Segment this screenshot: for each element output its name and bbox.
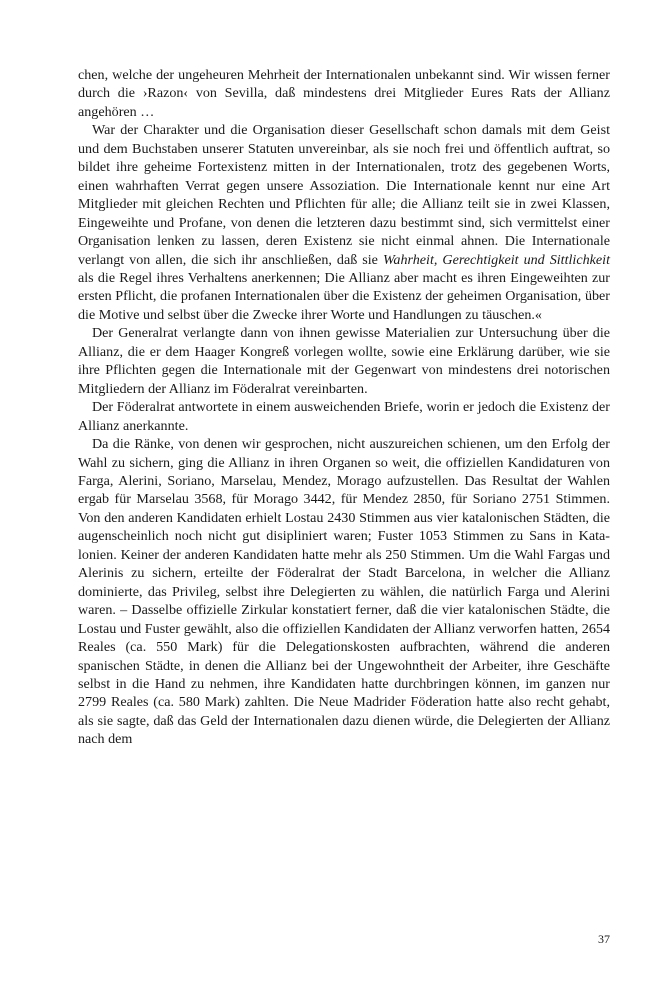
- paragraph-4: Der Föderalrat antwortete in einem ausweichenden Briefe, worin er jedoch die Existenz der Allianz anerkannte.: [78, 399, 610, 434]
- paragraph-3: Der Generalrat verlangte dann von ihnen gewisse Materialien zur Untersuchung über die Allianz, die er dem Haager Kongreß vorlegen wollte, sowie eine Erklärung darüber, wie sie ihre Pflichten gegen die Internationale mit der Gegenwart von mindestens drei notorischen Mitgliedern der Allianz im Föderalrat vereinbarten.: [78, 325, 610, 397]
- paragraph-2: [78, 121, 610, 324]
- paragraph-1: chen, welche der ungeheuren Mehrheit der Internationalen unbekannt sind. Wir wissen ferner durch die ›Razon‹ von Sevilla, daß mindestens drei Mitglieder Eures Rats der Allianz angehören …: [78, 67, 610, 120]
- paragraph-5: Da die Ränke, von denen wir gesprochen, nicht auszureichen schienen, um den Erfolg der Wahl zu sichern, ging die Allianz in ihren Organen so weit, die offiziellen Kandidaturen von Farga, Alerini, Soriano, Marselau, Mendez, Morago aufzustellen. Das Resultat der Wahlen ergab für Marselau 3568, für Morago 3442, für Mendez 2850, für Soriano 2751 Stimmen. Von den anderen Kandidaten erhielt Lostau 2430 Stimmen aus vier katalonischen Städten, die augenscheinlich noch nicht gut disipliniert waren; Fuster 1053 Stimmen zu Sans in Katalonien. Keiner der anderen Kandidaten hatte mehr als 250 Stimmen. Um die Wahl Fargas und Alerinis zu sichern, erteilte der Föderalrat der Stadt Barcelona, in welcher die Allianz dominierte, das Privileg, selbst ihre Delegierten zu wählen, die natürlich Farga und Alerini waren. – Dasselbe offizielle Zirkular konstatiert ferner, daß die vier katalonischen Städte, die Lostau und Fuster gewählt, also die offiziellen Kandidaten der Allianz verworfen hatten, 2654 Reales (ca. 550 Mark) für die Delegationskosten aufbrachten, während die anderen spanischen Städte, in denen die Allianz bei der Ungewohntheit der Arbeiter, ihre Geschäfte selbst in die Hand zu nehmen, ihre Kandidaten hatte durchbringen können, im ganzen nur 2799 Reales (ca. 580 Mark) zahlten. Die Neue Madrider Föderation hatte also recht gehabt, als sie sagte, daß das Geld der Internationalen dazu dienen würde, die Delegierten der Allianz nach dem: [78, 436, 610, 748]
- paragraph-2-text-b: als die Regel ihres Verhaltens anerkennen; Die Allianz aber macht es ihren Eingeweihten zur ersten Pflicht, die profanen Internationalen über die Existenz der geheimen Organisation, über die Motive und selbst über die Zwecke ihrer Worte und Handlungen zu täuschen.«: [78, 269, 610, 323]
- page-body: [78, 66, 610, 749]
- paragraph-2-text-a: War der Charakter und die Organisation dieser Gesellschaft schon damals mit dem Geist und dem Buchstaben unserer Statuten unvereinbar, als sie noch frei und öffentlich auftrat, so bildet ihre geheime Fortexistenz mitten in der Internationalen, trotz des gegebenen Worts, einen wahrhaften Verrat gegen unsere Assoziation. Die Internationale kennt nur eine Art Mitglieder mit gleichen Rechten und Pflichten für alle; die Allianz teilt sie in zwei Klassen, Eingeweihte und Profane, von denen die letzteren dazu bestimmt sind, sich vermittelst einer Organisation lenken zu lassen, deren Existenz sie nicht einmal ahnen. Die Internationale verlangt von allen, die sich ihr anschließen, daß sie: [78, 122, 610, 268]
- paragraph-2-emphasis: Wahrheit, Gerechtigkeit und Sittlichkeit: [382, 251, 610, 268]
- page-number: 37: [598, 932, 610, 946]
